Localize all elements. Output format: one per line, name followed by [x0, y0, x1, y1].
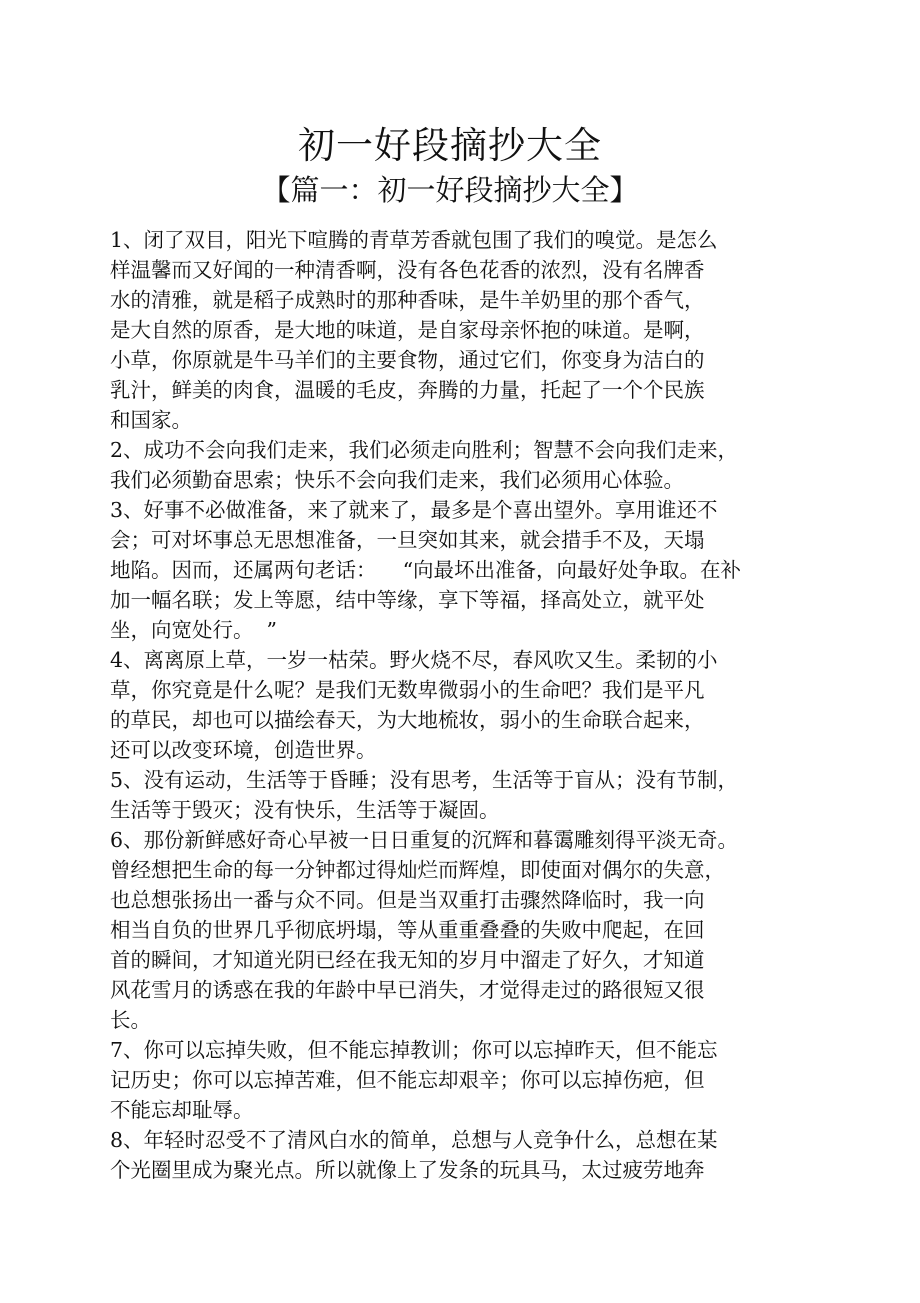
text-line: 生活等于毁灭；没有快乐，生活等于凝固。: [110, 798, 500, 822]
text-line: 相当自负的世界几乎彻底坍塌，等从重重叠叠的失败中爬起，在回: [110, 918, 705, 942]
text-line: 小草，你原就是牛马羊们的主要食物，通过它们，你变身为洁白的: [110, 348, 705, 372]
text-line: 样温馨而又好闻的一种清香啊，没有各色花香的浓烈，没有名牌香: [110, 258, 705, 282]
text-line: 风花雪月的诱惑在我的年龄中早已消失，才觉得走过的路很短又很: [110, 978, 705, 1002]
text-line: 不能忘却耻辱。: [110, 1098, 254, 1122]
text-line: 乳汁，鲜美的肉食，温暖的毛皮，奔腾的力量，托起了一个个民族: [110, 378, 705, 402]
text-line: 5、没有运动，生活等于昏睡；没有思考，生活等于盲从；没有节制，: [110, 768, 739, 792]
body-text: [110, 225, 810, 1185]
text-line: 8、年轻时忍受不了清风白水的简单，总想与人竞争什么，总想在某: [110, 1128, 718, 1152]
text-line: 的草民，却也可以描绘春天，为大地梳妆，弱小的生命联合起来，: [110, 708, 705, 732]
text-line: 7、你可以忘掉失败，但不能忘掉教训；你可以忘掉昨天，但不能忘: [110, 1038, 718, 1062]
text-line: 1、闭了双目，阳光下喧腾的青草芳香就包围了我们的嗅觉。是怎么: [110, 228, 718, 252]
text-line: 会；可对坏事总无思想准备，一旦突如其来，就会措手不及，天塌: [110, 528, 705, 552]
text-line: 记历史；你可以忘掉苦难，但不能忘却艰辛；你可以忘掉伤疤，但: [110, 1068, 705, 1092]
text-line: 水的清雅，就是稻子成熟时的那种香味，是牛羊奶里的那个香气，: [110, 288, 705, 312]
text-line: 也总想张扬出一番与众不同。但是当双重打击骤然降临时，我一向: [110, 888, 705, 912]
text-line: 2、成功不会向我们走来，我们必须走向胜利；智慧不会向我们走来，: [110, 438, 739, 462]
text-line: 是大自然的原香，是大地的味道，是自家母亲怀抱的味道。是啊，: [110, 318, 705, 342]
text-line: 6、那份新鲜感好奇心早被一日日重复的沉辉和暮霭雕刻得平淡无奇。: [110, 828, 739, 852]
text-line: 和国家。: [110, 408, 192, 432]
document-title: 初一好段摘抄大全: [298, 124, 602, 167]
text-line: 加一幅名联；发上等愿，结中等缘，享下等福，择高处立，就平处: [110, 588, 705, 612]
text-line: 4、离离原上草，一岁一枯荣。野火烧不尽，春风吹又生。柔韧的小: [110, 648, 718, 672]
text-line: 首的瞬间，才知道光阴已经在我无知的岁月中溜走了好久，才知道: [110, 948, 705, 972]
text-line: 还可以改变环境，创造世界。: [110, 738, 377, 762]
text-line: 坐，向宽处行。 ”: [110, 618, 278, 642]
text-line: 曾经想把生命的每一分钟都过得灿烂而辉煌，即使面对偶尔的失意，: [110, 858, 725, 882]
text-line: 我们必须勤奋思索；快乐不会向我们走来，我们必须用心体验。: [110, 468, 684, 492]
text-line: 地陷。因而，还属两句老话： “向最坏出准备，向最好处争取。在补: [110, 558, 742, 582]
text-line: 3、好事不必做准备，来了就来了，最多是个喜出望外。享用谁还不: [110, 498, 718, 522]
document-subtitle: 【篇一：初一好段摘抄大全】: [261, 173, 639, 207]
text-line: 个光圈里成为聚光点。所以就像上了发条的玩具马，太过疲劳地奔: [110, 1158, 705, 1182]
text-line: 草，你究竟是什么呢？是我们无数卑微弱小的生命吧？我们是平凡: [110, 678, 705, 702]
text-line: 长。: [110, 1008, 151, 1032]
